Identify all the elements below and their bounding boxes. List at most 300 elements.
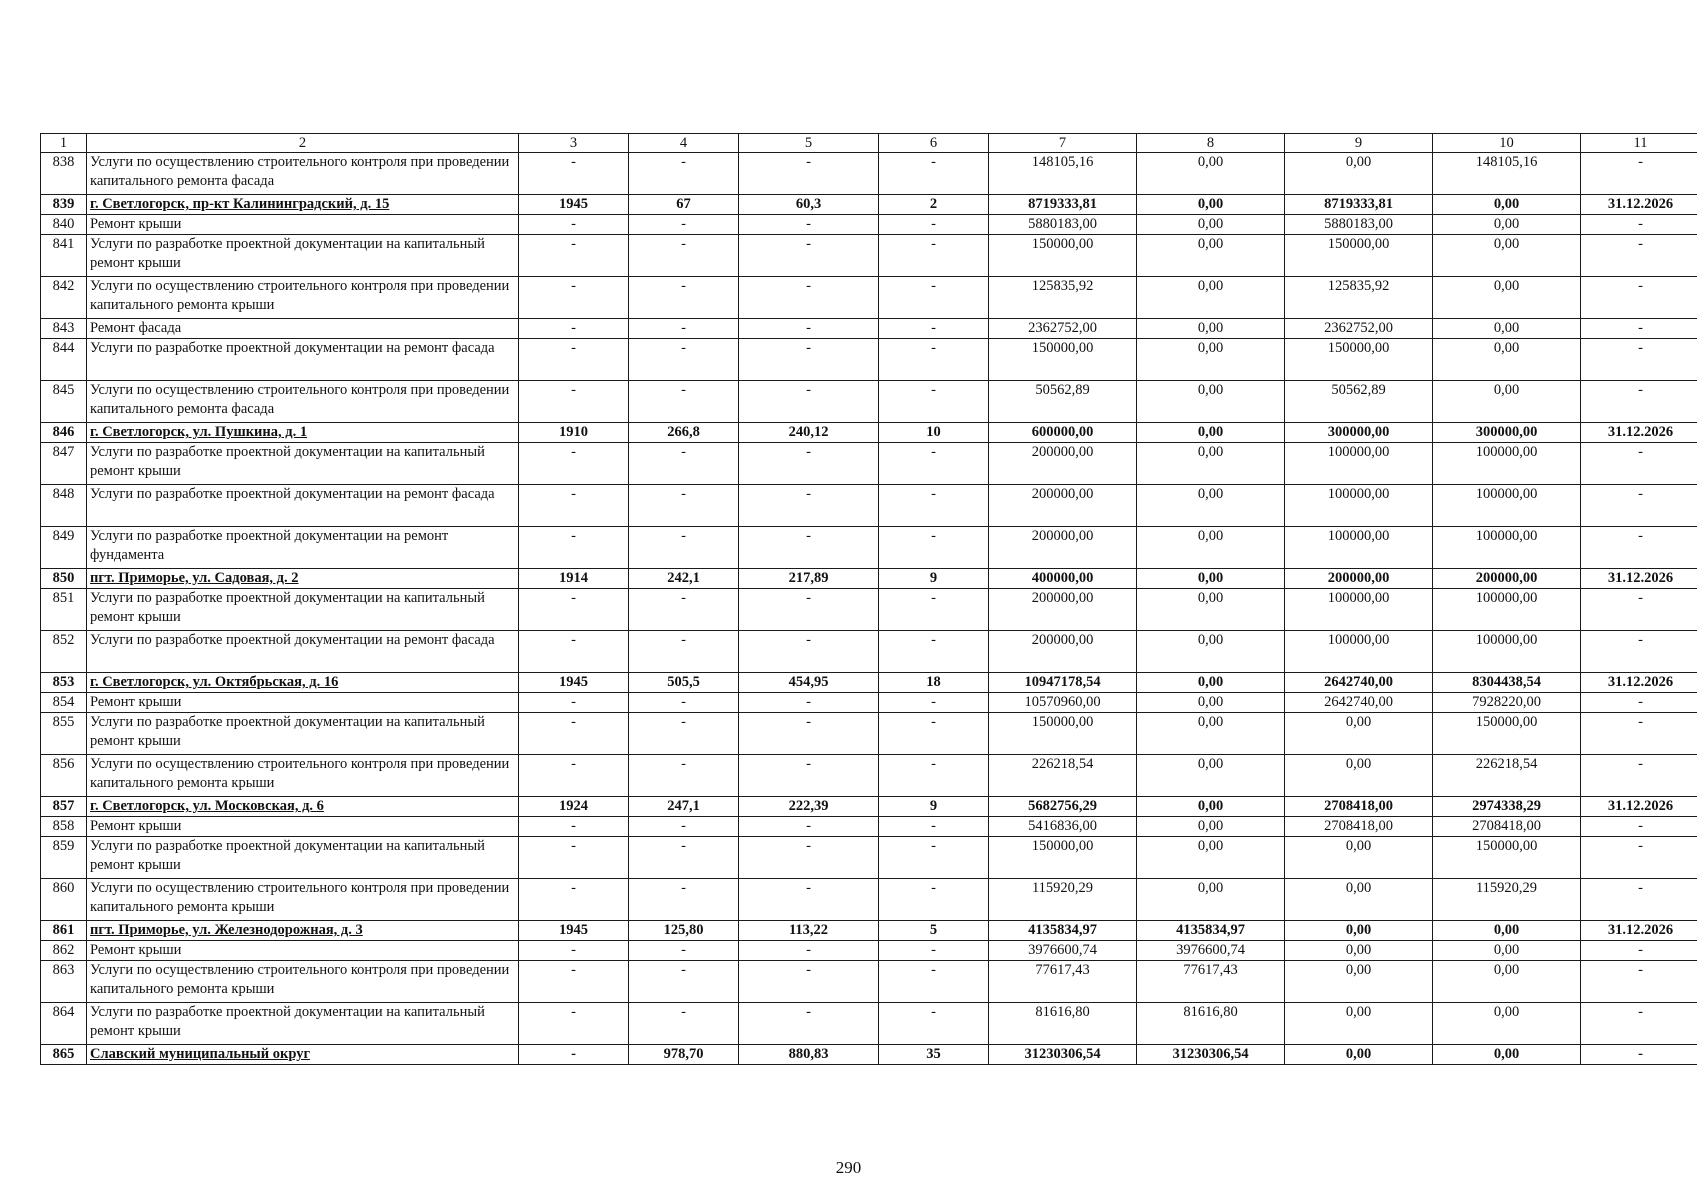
total-cost-cell: 5682756,29 (989, 797, 1137, 817)
total-cost-cell: 150000,00 (989, 837, 1137, 879)
total-cost-cell: 125835,92 (989, 277, 1137, 319)
deadline-cell: 31.12.2026 (1581, 569, 1697, 589)
source-2-amount-cell: 0,00 (1285, 921, 1433, 941)
source-1-amount-cell: 0,00 (1137, 339, 1285, 381)
residents-cell: - (879, 941, 989, 961)
total-area-cell: - (629, 693, 739, 713)
source-3-amount-cell: 0,00 (1433, 381, 1581, 423)
row-number-cell: 847 (41, 443, 87, 485)
year-built-cell: 1914 (519, 569, 629, 589)
description-cell: Услуги по разработке проектной документации на ремонт фундамента (87, 527, 519, 569)
table-row (41, 693, 1697, 713)
source-1-amount-cell: 0,00 (1137, 713, 1285, 755)
source-3-amount-cell: 0,00 (1433, 1045, 1581, 1065)
source-2-amount-cell: 50562,89 (1285, 381, 1433, 423)
row-number-cell: 853 (41, 673, 87, 693)
source-2-amount-cell: 200000,00 (1285, 569, 1433, 589)
source-2-amount-cell: 100000,00 (1285, 527, 1433, 569)
source-3-amount-cell: 100000,00 (1433, 443, 1581, 485)
deadline-cell: - (1581, 235, 1697, 277)
row-number-cell: 858 (41, 817, 87, 837)
column-number-cell: 4 (629, 134, 739, 153)
total-area-cell: - (629, 215, 739, 235)
address-row (41, 673, 1697, 693)
row-number-cell: 865 (41, 1045, 87, 1065)
row-number-cell: 840 (41, 215, 87, 235)
total-cost-cell: 200000,00 (989, 631, 1137, 673)
source-1-amount-cell: 0,00 (1137, 235, 1285, 277)
address-row (41, 195, 1697, 215)
table-row (41, 961, 1697, 1003)
source-2-amount-cell: 2642740,00 (1285, 693, 1433, 713)
residents-cell: - (879, 485, 989, 527)
description-cell: Услуги по разработке проектной документации на капитальный ремонт крыши (87, 837, 519, 879)
total-area-cell: - (629, 153, 739, 195)
source-2-amount-cell: 2642740,00 (1285, 673, 1433, 693)
source-3-amount-cell: 100000,00 (1433, 589, 1581, 631)
total-cost-cell: 150000,00 (989, 339, 1137, 381)
living-area-cell: - (739, 277, 879, 319)
total-cost-cell: 200000,00 (989, 589, 1137, 631)
living-area-cell: - (739, 215, 879, 235)
source-1-amount-cell: 0,00 (1137, 277, 1285, 319)
source-1-amount-cell: 0,00 (1137, 673, 1285, 693)
living-area-cell: - (739, 339, 879, 381)
year-built-cell: 1945 (519, 921, 629, 941)
deadline-cell: - (1581, 817, 1697, 837)
deadline-cell: - (1581, 485, 1697, 527)
address-row (41, 569, 1697, 589)
row-number-cell: 852 (41, 631, 87, 673)
living-area-cell: - (739, 713, 879, 755)
source-1-amount-cell: 0,00 (1137, 195, 1285, 215)
description-cell: пгт. Приморье, ул. Садовая, д. 2 (87, 569, 519, 589)
source-2-amount-cell: 8719333,81 (1285, 195, 1433, 215)
source-3-amount-cell: 200000,00 (1433, 569, 1581, 589)
year-built-cell: - (519, 1003, 629, 1045)
total-area-cell: - (629, 485, 739, 527)
year-built-cell: - (519, 631, 629, 673)
source-3-amount-cell: 0,00 (1433, 339, 1581, 381)
description-cell: Услуги по разработке проектной документации на капитальный ремонт крыши (87, 443, 519, 485)
source-2-amount-cell: 2362752,00 (1285, 319, 1433, 339)
description-cell: Услуги по разработке проектной документации на капитальный ремонт крыши (87, 713, 519, 755)
row-number-cell: 857 (41, 797, 87, 817)
total-area-cell: 978,70 (629, 1045, 739, 1065)
source-2-amount-cell: 2708418,00 (1285, 817, 1433, 837)
residents-cell: 18 (879, 673, 989, 693)
source-2-amount-cell: 125835,92 (1285, 277, 1433, 319)
year-built-cell: - (519, 961, 629, 1003)
column-number-cell: 3 (519, 134, 629, 153)
source-1-amount-cell: 0,00 (1137, 817, 1285, 837)
residents-cell: - (879, 589, 989, 631)
deadline-cell: - (1581, 153, 1697, 195)
capital-repair-table (40, 133, 1697, 1065)
living-area-cell: 60,3 (739, 195, 879, 215)
column-number-cell: 5 (739, 134, 879, 153)
year-built-cell: 1945 (519, 195, 629, 215)
total-area-cell: - (629, 589, 739, 631)
description-cell: пгт. Приморье, ул. Железнодорожная, д. 3 (87, 921, 519, 941)
total-cost-cell: 10570960,00 (989, 693, 1137, 713)
source-2-amount-cell: 0,00 (1285, 961, 1433, 1003)
row-number-cell: 856 (41, 755, 87, 797)
residents-cell: - (879, 1003, 989, 1045)
table-row (41, 215, 1697, 235)
source-3-amount-cell: 226218,54 (1433, 755, 1581, 797)
source-3-amount-cell: 0,00 (1433, 235, 1581, 277)
living-area-cell: - (739, 941, 879, 961)
source-1-amount-cell: 0,00 (1137, 589, 1285, 631)
total-cost-cell: 600000,00 (989, 423, 1137, 443)
living-area-cell: - (739, 693, 879, 713)
total-cost-cell: 150000,00 (989, 713, 1137, 755)
description-cell: Услуги по осуществлению строительного контроля при проведении капитального ремонта крыши (87, 961, 519, 1003)
total-cost-cell: 50562,89 (989, 381, 1137, 423)
total-cost-cell: 8719333,81 (989, 195, 1137, 215)
year-built-cell: 1910 (519, 423, 629, 443)
source-2-amount-cell: 100000,00 (1285, 485, 1433, 527)
living-area-cell: - (739, 485, 879, 527)
residents-cell: - (879, 153, 989, 195)
source-1-amount-cell: 0,00 (1137, 755, 1285, 797)
residents-cell: - (879, 631, 989, 673)
column-number-cell: 9 (1285, 134, 1433, 153)
deadline-cell: 31.12.2026 (1581, 423, 1697, 443)
row-number-cell: 850 (41, 569, 87, 589)
deadline-cell: 31.12.2026 (1581, 195, 1697, 215)
table-row (41, 319, 1697, 339)
table-row (41, 339, 1697, 381)
source-1-amount-cell: 81616,80 (1137, 1003, 1285, 1045)
living-area-cell: 222,39 (739, 797, 879, 817)
year-built-cell: - (519, 319, 629, 339)
table-row (41, 589, 1697, 631)
year-built-cell: - (519, 443, 629, 485)
row-number-cell: 846 (41, 423, 87, 443)
deadline-cell: - (1581, 879, 1697, 921)
column-number-cell: 7 (989, 134, 1137, 153)
total-area-cell: - (629, 319, 739, 339)
source-3-amount-cell: 115920,29 (1433, 879, 1581, 921)
description-cell: Славский муниципальный округ (87, 1045, 519, 1065)
source-3-amount-cell: 0,00 (1433, 921, 1581, 941)
deadline-cell: 31.12.2026 (1581, 673, 1697, 693)
total-area-cell: - (629, 713, 739, 755)
living-area-cell: - (739, 381, 879, 423)
residents-cell: 9 (879, 569, 989, 589)
living-area-cell: - (739, 837, 879, 879)
source-3-amount-cell: 0,00 (1433, 215, 1581, 235)
total-cost-cell: 77617,43 (989, 961, 1137, 1003)
column-number-cell: 1 (41, 134, 87, 153)
description-cell: Услуги по осуществлению строительного контроля при проведении капитального ремонта крыши (87, 755, 519, 797)
deadline-cell: - (1581, 319, 1697, 339)
source-3-amount-cell: 2974338,29 (1433, 797, 1581, 817)
table-row (41, 527, 1697, 569)
year-built-cell: - (519, 941, 629, 961)
residents-cell: - (879, 879, 989, 921)
residents-cell: - (879, 755, 989, 797)
residents-cell: - (879, 277, 989, 319)
row-number-cell: 864 (41, 1003, 87, 1045)
total-area-cell: - (629, 381, 739, 423)
column-number-cell: 8 (1137, 134, 1285, 153)
table-row (41, 485, 1697, 527)
table-row (41, 755, 1697, 797)
row-number-cell: 861 (41, 921, 87, 941)
total-cost-cell: 400000,00 (989, 569, 1137, 589)
total-area-cell: 242,1 (629, 569, 739, 589)
year-built-cell: 1924 (519, 797, 629, 817)
living-area-cell: - (739, 631, 879, 673)
residents-cell: - (879, 713, 989, 755)
total-cost-cell: 200000,00 (989, 527, 1137, 569)
living-area-cell: - (739, 443, 879, 485)
description-cell: Ремонт крыши (87, 941, 519, 961)
page-number: 290 (835, 1158, 862, 1177)
residents-cell: - (879, 339, 989, 381)
source-3-amount-cell: 100000,00 (1433, 631, 1581, 673)
total-cost-cell: 5880183,00 (989, 215, 1137, 235)
deadline-cell: - (1581, 693, 1697, 713)
living-area-cell: - (739, 755, 879, 797)
source-2-amount-cell: 150000,00 (1285, 339, 1433, 381)
living-area-cell: - (739, 817, 879, 837)
deadline-cell: - (1581, 631, 1697, 673)
residents-cell: 35 (879, 1045, 989, 1065)
year-built-cell: - (519, 837, 629, 879)
deadline-cell: - (1581, 339, 1697, 381)
total-cost-cell: 81616,80 (989, 1003, 1137, 1045)
total-cost-cell: 200000,00 (989, 443, 1137, 485)
table-row (41, 631, 1697, 673)
table-row (41, 713, 1697, 755)
source-1-amount-cell: 0,00 (1137, 837, 1285, 879)
description-cell: Ремонт крыши (87, 693, 519, 713)
living-area-cell: - (739, 879, 879, 921)
row-number-cell: 842 (41, 277, 87, 319)
table-row (41, 277, 1697, 319)
row-number-cell: 854 (41, 693, 87, 713)
column-number-row (41, 134, 1697, 153)
residents-cell: 9 (879, 797, 989, 817)
source-1-amount-cell: 0,00 (1137, 693, 1285, 713)
year-built-cell: - (519, 755, 629, 797)
table-body (41, 153, 1697, 1065)
row-number-cell: 839 (41, 195, 87, 215)
residents-cell: - (879, 961, 989, 1003)
total-area-cell: 505,5 (629, 673, 739, 693)
source-3-amount-cell: 8304438,54 (1433, 673, 1581, 693)
total-cost-cell: 5416836,00 (989, 817, 1137, 837)
description-cell: Услуги по разработке проектной документации на ремонт фасада (87, 631, 519, 673)
description-cell: Ремонт крыши (87, 817, 519, 837)
total-cost-cell: 10947178,54 (989, 673, 1137, 693)
total-area-cell: - (629, 961, 739, 1003)
source-2-amount-cell: 5880183,00 (1285, 215, 1433, 235)
row-number-cell: 845 (41, 381, 87, 423)
source-2-amount-cell: 100000,00 (1285, 589, 1433, 631)
living-area-cell: 113,22 (739, 921, 879, 941)
description-cell: Услуги по осуществлению строительного контроля при проведении капитального ремонта крыши (87, 879, 519, 921)
living-area-cell: - (739, 527, 879, 569)
column-number-cell: 6 (879, 134, 989, 153)
description-cell: г. Светлогорск, ул. Московская, д. 6 (87, 797, 519, 817)
description-cell: Услуги по осуществлению строительного контроля при проведении капитального ремонта крыши (87, 277, 519, 319)
column-number-cell: 11 (1581, 134, 1697, 153)
year-built-cell: - (519, 817, 629, 837)
source-2-amount-cell: 2708418,00 (1285, 797, 1433, 817)
total-area-cell: - (629, 941, 739, 961)
living-area-cell: 454,95 (739, 673, 879, 693)
description-cell: Услуги по разработке проектной документации на капитальный ремонт крыши (87, 235, 519, 277)
year-built-cell: - (519, 713, 629, 755)
source-3-amount-cell: 0,00 (1433, 1003, 1581, 1045)
total-cost-cell: 148105,16 (989, 153, 1137, 195)
source-1-amount-cell: 0,00 (1137, 569, 1285, 589)
source-2-amount-cell: 0,00 (1285, 755, 1433, 797)
total-cost-cell: 226218,54 (989, 755, 1137, 797)
source-3-amount-cell: 7928220,00 (1433, 693, 1581, 713)
total-area-cell: 266,8 (629, 423, 739, 443)
total-area-cell: - (629, 631, 739, 673)
table-row (41, 817, 1697, 837)
residents-cell: 2 (879, 195, 989, 215)
source-2-amount-cell: 100000,00 (1285, 443, 1433, 485)
row-number-cell: 859 (41, 837, 87, 879)
total-cost-cell: 4135834,97 (989, 921, 1137, 941)
living-area-cell: - (739, 319, 879, 339)
deadline-cell: 31.12.2026 (1581, 921, 1697, 941)
row-number-cell: 851 (41, 589, 87, 631)
row-number-cell: 849 (41, 527, 87, 569)
row-number-cell: 843 (41, 319, 87, 339)
description-cell: Ремонт фасада (87, 319, 519, 339)
deadline-cell: - (1581, 837, 1697, 879)
total-area-cell: - (629, 879, 739, 921)
year-built-cell: - (519, 485, 629, 527)
source-1-amount-cell: 0,00 (1137, 153, 1285, 195)
year-built-cell: - (519, 235, 629, 277)
row-number-cell: 863 (41, 961, 87, 1003)
source-1-amount-cell: 0,00 (1137, 215, 1285, 235)
year-built-cell: - (519, 879, 629, 921)
deadline-cell: - (1581, 755, 1697, 797)
deadline-cell: - (1581, 381, 1697, 423)
year-built-cell: - (519, 693, 629, 713)
total-area-cell: - (629, 1003, 739, 1045)
year-built-cell: - (519, 1045, 629, 1065)
living-area-cell: - (739, 235, 879, 277)
total-area-cell: 247,1 (629, 797, 739, 817)
residents-cell: - (879, 817, 989, 837)
source-1-amount-cell: 0,00 (1137, 381, 1285, 423)
total-area-cell: - (629, 277, 739, 319)
source-2-amount-cell: 0,00 (1285, 713, 1433, 755)
source-1-amount-cell: 77617,43 (1137, 961, 1285, 1003)
deadline-cell: - (1581, 941, 1697, 961)
table-row (41, 879, 1697, 921)
deadline-cell: - (1581, 1045, 1697, 1065)
year-built-cell: - (519, 215, 629, 235)
table-row (41, 153, 1697, 195)
residents-cell: - (879, 235, 989, 277)
column-number-cell: 10 (1433, 134, 1581, 153)
deadline-cell: - (1581, 215, 1697, 235)
description-cell: Услуги по разработке проектной документации на ремонт фасада (87, 339, 519, 381)
source-2-amount-cell: 0,00 (1285, 1003, 1433, 1045)
year-built-cell: - (519, 153, 629, 195)
total-cost-cell: 2362752,00 (989, 319, 1137, 339)
living-area-cell: 217,89 (739, 569, 879, 589)
year-built-cell: - (519, 381, 629, 423)
total-cost-cell: 150000,00 (989, 235, 1137, 277)
row-number-cell: 862 (41, 941, 87, 961)
row-number-cell: 841 (41, 235, 87, 277)
table-row (41, 941, 1697, 961)
table-row (41, 235, 1697, 277)
source-3-amount-cell: 150000,00 (1433, 713, 1581, 755)
deadline-cell: - (1581, 1003, 1697, 1045)
source-3-amount-cell: 0,00 (1433, 195, 1581, 215)
residents-cell: - (879, 693, 989, 713)
deadline-cell: - (1581, 961, 1697, 1003)
source-2-amount-cell: 0,00 (1285, 153, 1433, 195)
source-2-amount-cell: 100000,00 (1285, 631, 1433, 673)
total-area-cell: - (629, 339, 739, 381)
source-3-amount-cell: 100000,00 (1433, 485, 1581, 527)
year-built-cell: - (519, 339, 629, 381)
source-3-amount-cell: 150000,00 (1433, 837, 1581, 879)
description-cell: Услуги по осуществлению строительного контроля при проведении капитального ремонта фасада (87, 153, 519, 195)
description-cell: Услуги по разработке проектной документации на капитальный ремонт крыши (87, 589, 519, 631)
source-2-amount-cell: 150000,00 (1285, 235, 1433, 277)
deadline-cell: - (1581, 443, 1697, 485)
residents-cell: - (879, 381, 989, 423)
total-area-cell: - (629, 235, 739, 277)
living-area-cell: - (739, 589, 879, 631)
address-row (41, 1045, 1697, 1065)
column-number-cell: 2 (87, 134, 519, 153)
living-area-cell: 240,12 (739, 423, 879, 443)
total-area-cell: - (629, 755, 739, 797)
table-row (41, 381, 1697, 423)
source-1-amount-cell: 0,00 (1137, 319, 1285, 339)
residents-cell: - (879, 837, 989, 879)
source-1-amount-cell: 0,00 (1137, 797, 1285, 817)
description-cell: Услуги по осуществлению строительного контроля при проведении капитального ремонта фасада (87, 381, 519, 423)
address-row (41, 797, 1697, 817)
row-number-cell: 848 (41, 485, 87, 527)
table-row (41, 1003, 1697, 1045)
description-cell: Ремонт крыши (87, 215, 519, 235)
source-1-amount-cell: 0,00 (1137, 443, 1285, 485)
deadline-cell: - (1581, 277, 1697, 319)
source-1-amount-cell: 0,00 (1137, 527, 1285, 569)
source-3-amount-cell: 0,00 (1433, 941, 1581, 961)
source-1-amount-cell: 31230306,54 (1137, 1045, 1285, 1065)
source-2-amount-cell: 300000,00 (1285, 423, 1433, 443)
residents-cell: 10 (879, 423, 989, 443)
source-2-amount-cell: 0,00 (1285, 837, 1433, 879)
row-number-cell: 844 (41, 339, 87, 381)
living-area-cell: - (739, 153, 879, 195)
year-built-cell: - (519, 589, 629, 631)
total-area-cell: 125,80 (629, 921, 739, 941)
residents-cell: - (879, 215, 989, 235)
